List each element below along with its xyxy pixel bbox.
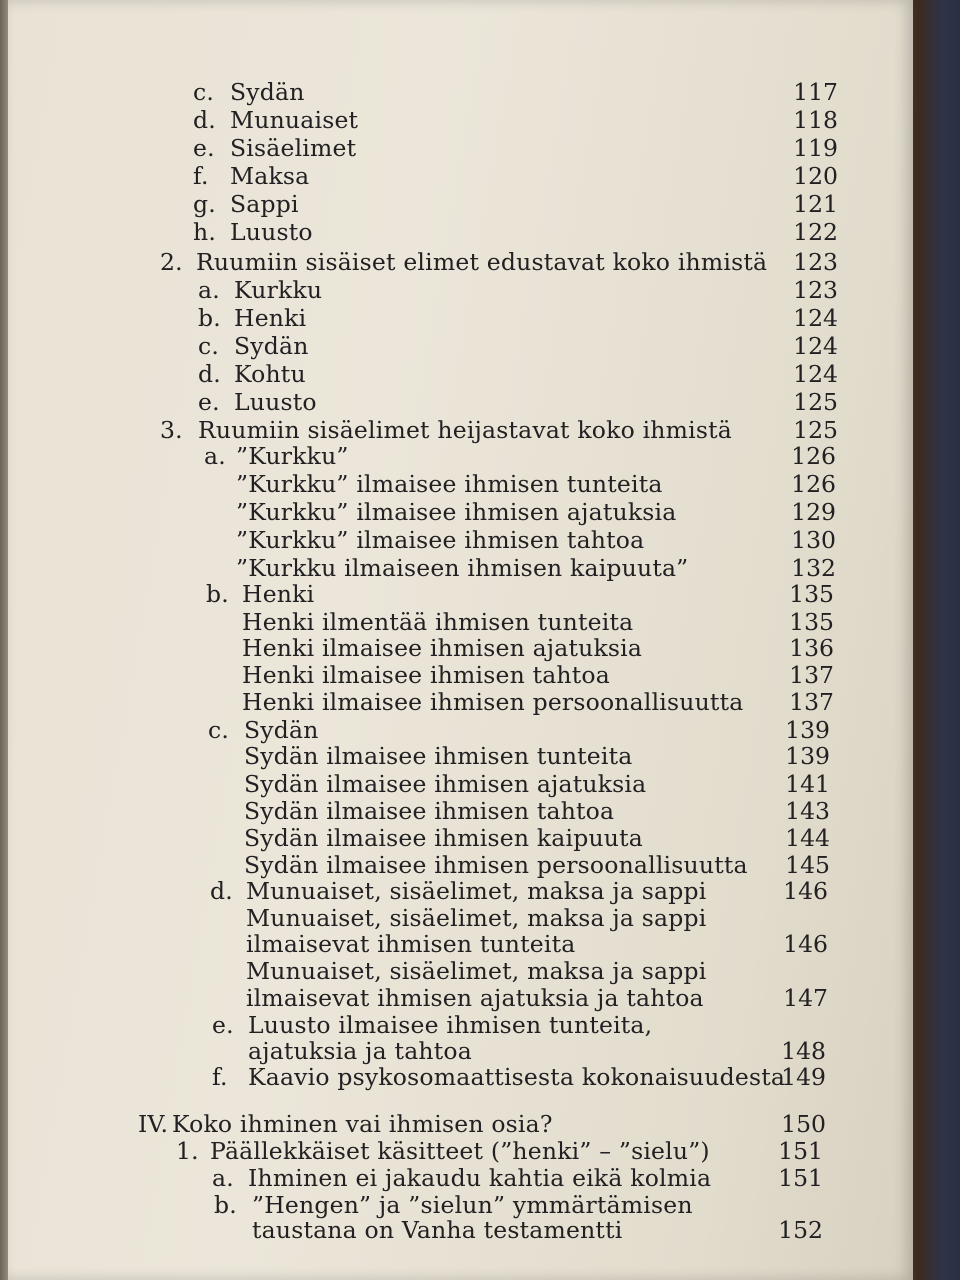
book-page: [8, 0, 913, 1280]
toc-entry-title: Henki ilmentää ihmisen tunteita: [242, 608, 634, 636]
toc-entry-label: d.: [210, 877, 233, 905]
toc-entry-title: ilmaisevat ihmisen tunteita: [246, 930, 576, 958]
toc-entry-page-number: 120: [793, 162, 838, 190]
toc-entry-page-number: 135: [789, 580, 834, 608]
toc-entry-page-number: 117: [793, 78, 838, 106]
toc-entry-page-number: 126: [791, 442, 836, 470]
toc-entry-title: Luusto: [230, 218, 313, 246]
toc-entry-label: a.: [204, 442, 226, 470]
toc-entry-page-number: 151: [778, 1137, 823, 1165]
toc-entry-page-number: 130: [791, 526, 836, 554]
toc-entry-label: b.: [206, 580, 229, 608]
toc-entry-label: d.: [198, 360, 221, 388]
toc-entry-label: e.: [193, 134, 215, 162]
toc-entry-title: Sydän ilmaisee ihmisen kaipuuta: [244, 824, 643, 852]
toc-entry-title: Luusto: [234, 388, 317, 416]
toc-entry-page-number: 122: [793, 218, 838, 246]
toc-entry-page-number: 148: [781, 1037, 826, 1065]
toc-entry-page-number: 125: [793, 416, 838, 444]
toc-entry-label: d.: [193, 106, 216, 134]
toc-entry-label: e.: [198, 388, 220, 416]
toc-entry-label: b.: [214, 1191, 237, 1219]
toc-entry-page-number: 136: [789, 634, 834, 662]
toc-entry-page-number: 119: [793, 134, 838, 162]
toc-entry-label: a.: [212, 1164, 234, 1192]
toc-entry-title: Sydän ilmaisee ihmisen persoonallisuutta: [244, 851, 748, 879]
toc-entry-page-number: 147: [783, 984, 828, 1012]
toc-entry-label: 2.: [160, 248, 183, 276]
toc-entry-title: Munuaiset: [230, 106, 359, 134]
toc-entry-label: e.: [212, 1011, 234, 1039]
toc-entry-page-number: 137: [789, 661, 834, 689]
toc-entry-label: a.: [198, 276, 220, 304]
toc-entry-title: Ruumiin sisäelimet heijastavat koko ihmistä: [198, 416, 732, 444]
toc-entry-title: ”Kurkku ilmaiseen ihmisen kaipuuta”: [236, 554, 689, 582]
toc-entry-title: ”Hengen” ja ”sielun” ymmärtämisen: [252, 1191, 693, 1219]
toc-entry-title: Kaavio psykosomaattisesta kokonaisuudesta: [248, 1063, 786, 1091]
toc-entry-page-number: 124: [793, 360, 838, 388]
toc-entry-page-number: 146: [783, 930, 828, 958]
toc-entry-title: ”Kurkku”: [236, 442, 349, 470]
toc-entry-title: Päällekkäiset käsitteet (”henki” – ”sielu”): [210, 1137, 710, 1165]
toc-entry-page-number: 118: [793, 106, 838, 134]
toc-entry-title: ”Kurkku” ilmaisee ihmisen tunteita: [236, 470, 663, 498]
toc-entry-title: Maksa: [230, 162, 310, 190]
toc-entry-page-number: 143: [785, 797, 830, 825]
toc-entry-title: Sydän: [230, 78, 305, 106]
toc-entry-title: ”Kurkku” ilmaisee ihmisen ajatuksia: [236, 498, 677, 526]
toc-entry-title: Luusto ilmaisee ihmisen tunteita,: [248, 1011, 653, 1039]
toc-entry-title: Munuaiset, sisäelimet, maksa ja sappi: [246, 957, 707, 985]
toc-entry-title: Henki: [234, 304, 307, 332]
toc-entry-title: Sydän: [244, 716, 319, 744]
toc-entry-title: Sydän ilmaisee ihmisen ajatuksia: [244, 770, 647, 798]
toc-entry-label: h.: [193, 218, 217, 246]
toc-entry-label: g.: [193, 190, 216, 218]
toc-entry-page-number: 123: [793, 276, 838, 304]
toc-entry-title: taustana on Vanha testamentti: [252, 1216, 623, 1244]
toc-entry-title: ”Kurkku” ilmaisee ihmisen tahtoa: [236, 526, 645, 554]
toc-entry-title: Sydän ilmaisee ihmisen tahtoa: [244, 797, 615, 825]
toc-entry-page-number: 124: [793, 332, 838, 360]
toc-entry-title: Kohtu: [234, 360, 306, 388]
toc-entry-label: IV.: [138, 1110, 169, 1138]
toc-entry-page-number: 146: [783, 877, 828, 905]
toc-entry-page-number: 141: [785, 770, 830, 798]
toc-entry-page-number: 145: [785, 851, 830, 879]
toc-entry-page-number: 150: [781, 1110, 826, 1138]
toc-entry-title: Sydän: [234, 332, 309, 360]
toc-entry-page-number: 129: [791, 498, 836, 526]
toc-entry-page-number: 152: [778, 1216, 823, 1244]
toc-entry-page-number: 139: [785, 742, 830, 770]
toc-entry-title: Munuaiset, sisäelimet, maksa ja sappi: [246, 904, 707, 932]
toc-entry-page-number: 151: [778, 1164, 823, 1192]
toc-entry-label: c.: [193, 78, 215, 106]
toc-entry-label: c.: [208, 716, 230, 744]
toc-entry-title: Henki ilmaisee ihmisen ajatuksia: [242, 634, 643, 662]
toc-entry-title: Sisäelimet: [230, 134, 357, 162]
toc-entry-title: Koko ihminen vai ihmisen osia?: [172, 1110, 553, 1138]
toc-entry-label: b.: [198, 304, 221, 332]
toc-entry-title: Henki: [242, 580, 315, 608]
toc-entry-page-number: 139: [785, 716, 830, 744]
table-of-contents: [8, 0, 913, 1280]
toc-entry-label: 1.: [176, 1137, 199, 1165]
toc-entry-title: ilmaisevat ihmisen ajatuksia ja tahtoa: [246, 984, 704, 1012]
toc-entry-title: ajatuksia ja tahtoa: [248, 1037, 472, 1065]
toc-entry-page-number: 135: [789, 608, 834, 636]
toc-entry-title: Kurkku: [234, 276, 323, 304]
toc-entry-title: Sydän ilmaisee ihmisen tunteita: [244, 742, 633, 770]
toc-entry-label: f.: [212, 1063, 228, 1091]
toc-entry-title: Sappi: [230, 190, 299, 218]
toc-entry-page-number: 121: [793, 190, 838, 218]
toc-entry-label: 3.: [160, 416, 183, 444]
toc-entry-page-number: 125: [793, 388, 838, 416]
toc-entry-title: Henki ilmaisee ihmisen persoonallisuutta: [242, 688, 744, 716]
toc-entry-title: Henki ilmaisee ihmisen tahtoa: [242, 661, 610, 689]
toc-entry-label: c.: [198, 332, 220, 360]
toc-entry-title: Ihminen ei jakaudu kahtia eikä kolmia: [248, 1164, 712, 1192]
toc-entry-label: f.: [193, 162, 209, 190]
toc-entry-title: Munuaiset, sisäelimet, maksa ja sappi: [246, 877, 707, 905]
toc-entry-page-number: 132: [791, 554, 836, 582]
toc-entry-page-number: 137: [789, 688, 834, 716]
toc-entry-page-number: 126: [791, 470, 836, 498]
toc-entry-page-number: 149: [781, 1063, 826, 1091]
toc-entry-page-number: 124: [793, 304, 838, 332]
toc-entry-page-number: 123: [793, 248, 838, 276]
toc-entry-title: Ruumiin sisäiset elimet edustavat koko ihmistä: [196, 248, 768, 276]
toc-entry-page-number: 144: [785, 824, 830, 852]
